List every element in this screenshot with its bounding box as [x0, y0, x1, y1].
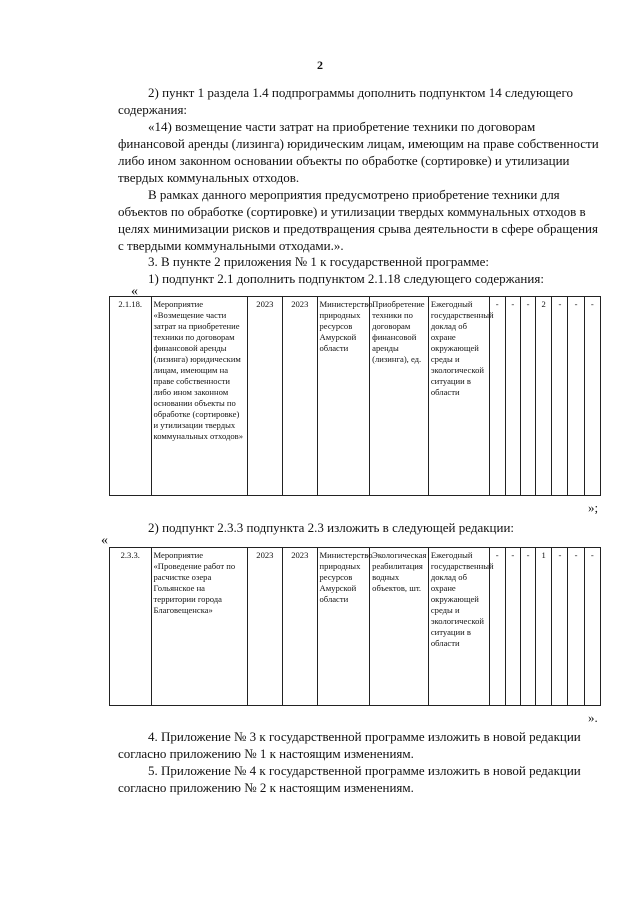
value-cell: 1 — [536, 548, 552, 706]
paragraph-1: 2) пункт 1 раздела 1.4 подпрограммы дополнить подпунктом 14 следующего содержания: — [118, 85, 573, 117]
row-code: 2.3.3. — [110, 548, 152, 706]
paragraph-4: 3. В пункте 2 приложения № 1 к государственной программе: — [148, 254, 489, 269]
data-source: Ежегодный государственный доклад об охране окружающей среды и экологической ситуации в области — [428, 297, 489, 496]
indicator: Приобретение техники по договорам финансовой аренды (лизинга), ед. — [370, 297, 429, 496]
open-quote-2: « — [101, 533, 108, 548]
page-number: 2 — [317, 58, 323, 72]
value-cell: - — [552, 297, 568, 496]
paragraph-8: 5. Приложение № 4 к государственной программе изложить в новой редакции согласно приложению № 2 к настоящим изменениям. — [118, 763, 581, 795]
paragraph-5: 1) подпункт 2.1 дополнить подпунктом 2.1.18 следующего содержания: — [148, 271, 544, 286]
value-cell: - — [505, 297, 520, 496]
value-cell: 2 — [536, 297, 552, 496]
year-start: 2023 — [247, 548, 282, 706]
close-quote-1: »; — [588, 500, 599, 515]
value-cell: - — [489, 297, 505, 496]
year-start: 2023 — [247, 297, 282, 496]
indicator: Экологическая реабилитация водных объектов, шт. — [370, 548, 429, 706]
data-source: Ежегодный государственный доклад об охране окружающей среды и экологической ситуации в области — [428, 548, 489, 706]
value-cell: - — [489, 548, 505, 706]
open-quote-1: « — [131, 284, 138, 299]
paragraph-2: «14) возмещение части затрат на приобретение техники по договорам финансовой аренды (лизинга) юридическим лицам, имеющим на праве собственности либо ином законном основании объекты по обработке (сортировке) и утилизации твердых коммунальных отходов. — [118, 119, 599, 185]
value-cell: - — [552, 548, 568, 706]
executor: Министерство природных ресурсов Амурской области — [317, 548, 370, 706]
paragraph-3: В рамках данного мероприятия предусмотрено приобретение техники для объектов по обработке (сортировке) и утилизации твердых коммунальных отходов в целях минимизации рисков и предотвращения срыва деятельности в сфере обращения с твердыми коммунальными отходами.». — [118, 187, 598, 253]
value-cell: - — [568, 548, 584, 706]
year-end: 2023 — [283, 548, 317, 706]
value-cell: - — [520, 297, 535, 496]
table-row — [110, 548, 601, 706]
paragraph-6: 2) подпункт 2.3.3 подпункта 2.3 изложить в следующей редакции: — [148, 520, 515, 535]
executor: Министерство природных ресурсов Амурской области — [317, 297, 370, 496]
measure-name: Мероприятие «Возмещение части затрат на приобретение техники по договорам финансовой аренды (лизинга) юридическим лицам, имеющим на праве собственности либо ином законном основании объекты по обработке (сортировке) и утилизации твердых коммунальных отходов» — [151, 297, 247, 496]
value-cell: - — [584, 548, 600, 706]
paragraph-7: 4. Приложение № 3 к государственной программе изложить в новой редакции согласно приложению № 1 к настоящим изменениям. — [118, 729, 581, 761]
value-cell: - — [584, 297, 600, 496]
table-row — [110, 297, 601, 496]
table-2-3-3 — [109, 547, 601, 706]
value-cell: - — [520, 548, 535, 706]
year-end: 2023 — [283, 297, 317, 496]
close-quote-2: ». — [588, 710, 598, 725]
value-cell: - — [568, 297, 584, 496]
measure-name: Мероприятие «Проведение работ по расчистке озера Гольянское на территории города Благовещенска» — [151, 548, 247, 706]
table-2-1-18 — [109, 296, 601, 496]
value-cell: - — [505, 548, 520, 706]
row-code: 2.1.18. — [110, 297, 152, 496]
